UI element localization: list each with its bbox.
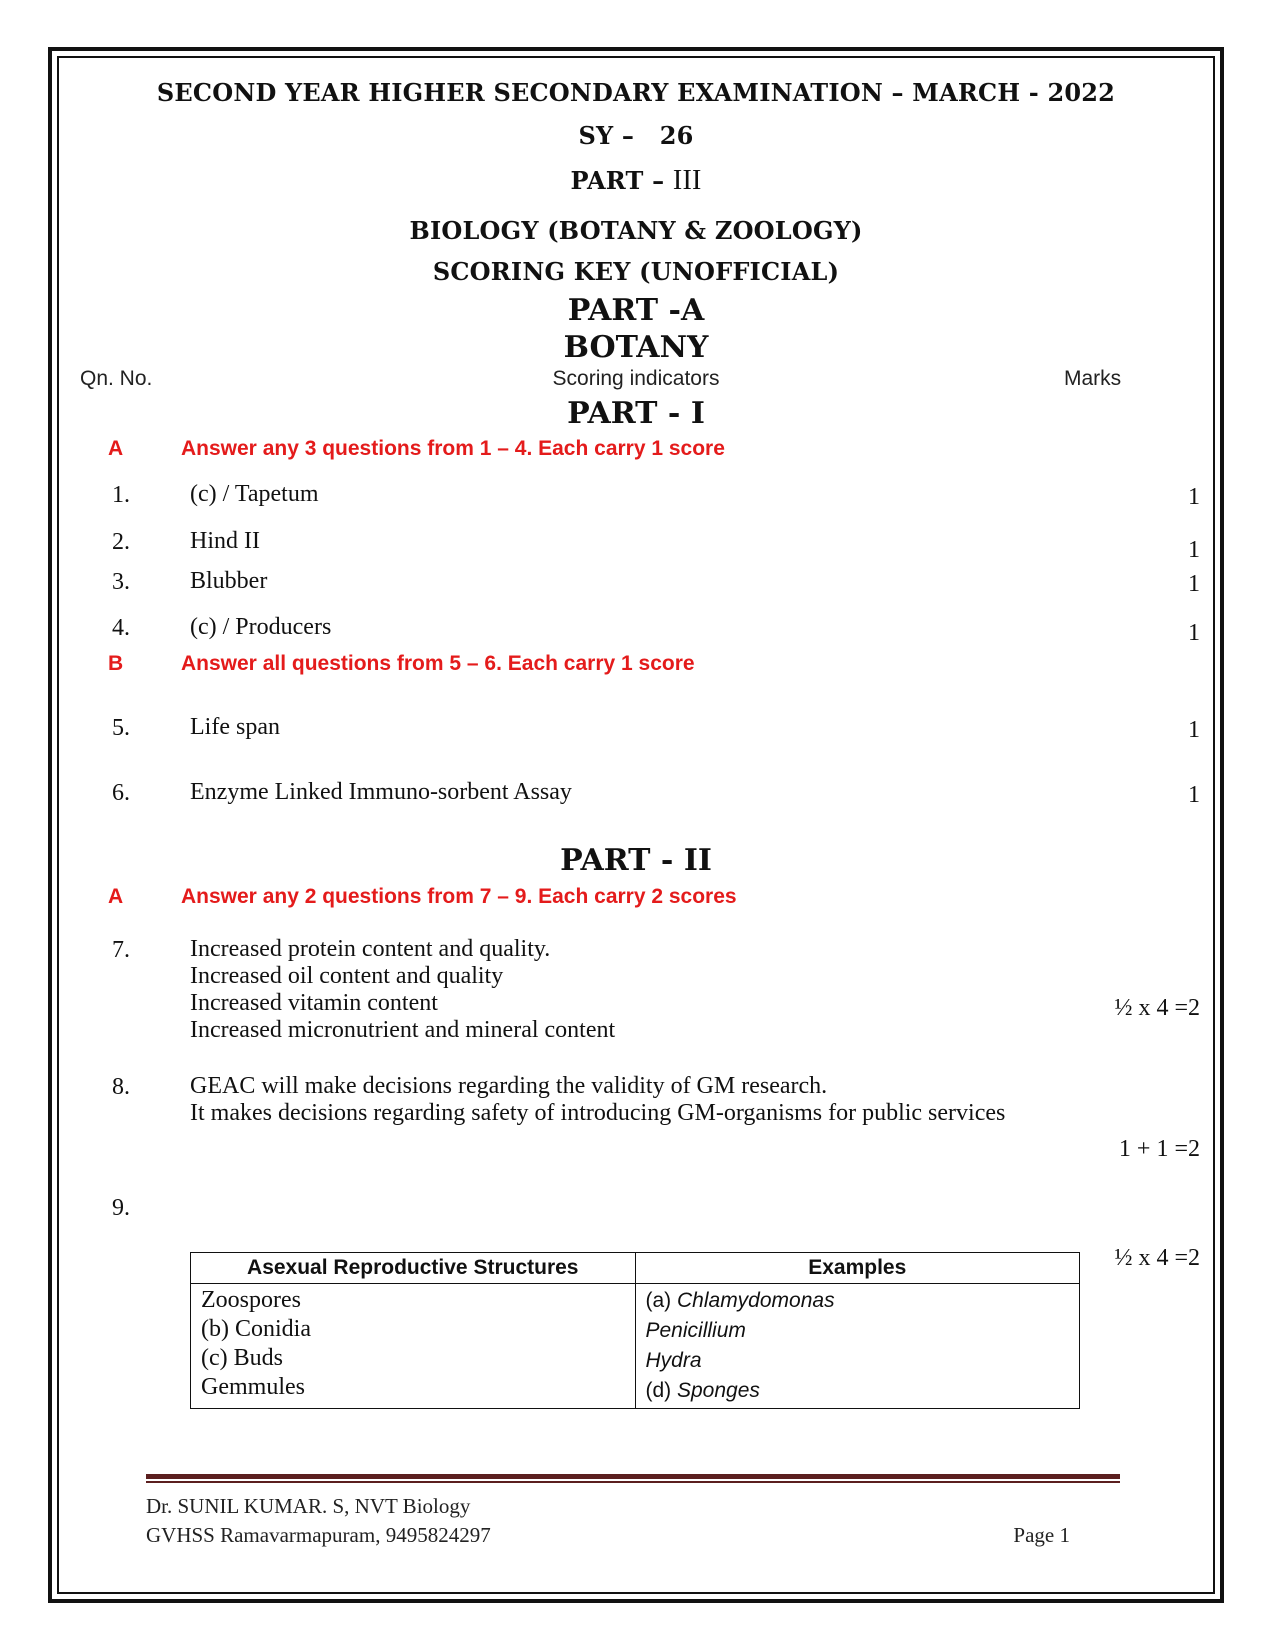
q7-marks: ½ x 4 =2 <box>1114 995 1200 1021</box>
footer-school: GVHSS Ramavarmapuram, 9495824297 <box>146 1523 491 1547</box>
footer-page-number: Page 1 <box>1013 1523 1070 1547</box>
q4-answer: (c) / Producers <box>190 614 332 640</box>
q2-answer: Hind II <box>190 528 260 554</box>
part2-title: PART - II <box>560 843 712 878</box>
q8-answer <box>190 1072 1005 1128</box>
example-name: Penicillium <box>645 1319 746 1342</box>
q3-marks: 1 <box>1188 571 1200 597</box>
q7-answer <box>190 935 615 1045</box>
q1-marks: 1 <box>1188 484 1200 510</box>
q8-line: It makes decisions regarding safety of introducing GM-organisms for public services <box>190 1100 1006 1126</box>
q7-line: Increased oil content and quality <box>190 963 504 989</box>
q1-number: 1. <box>112 482 130 508</box>
q7-number: 7. <box>112 937 130 963</box>
example-item <box>646 1376 1070 1406</box>
q8-line: GEAC will make decisions regarding the validity of GM research. <box>190 1073 828 1099</box>
q8-number: 8. <box>112 1074 130 1100</box>
q6-answer: Enzyme Linked Immuno-sorbent Assay <box>190 779 572 805</box>
table-header-examples: Examples <box>635 1253 1080 1284</box>
column-qn-no: Qn. No. <box>80 367 153 390</box>
part-heading <box>57 165 1215 197</box>
footer-rule-thin <box>146 1481 1120 1483</box>
section-title: PART -A <box>567 293 705 328</box>
q7-line: Increased micronutrient and mineral content <box>190 1017 616 1043</box>
q3-number: 3. <box>112 569 130 595</box>
part-label: PART – <box>570 166 665 195</box>
q4-number: 4. <box>112 615 130 641</box>
example-name: Hydra <box>645 1349 702 1372</box>
footer-rule <box>146 1474 1120 1479</box>
part2-groupA-instruction: Answer any 2 questions from 7 – 9. Each carry 2 scores <box>181 885 737 908</box>
example-name: Chlamydomonas <box>677 1289 835 1312</box>
example-prefix: (a) <box>645 1289 677 1312</box>
part1-title: PART - I <box>567 396 705 431</box>
part1-groupB-letter: B <box>108 652 124 675</box>
q7-line: Increased protein content and quality. <box>190 936 551 962</box>
part2-groupA-letter: A <box>108 885 124 908</box>
part-roman: III <box>672 165 702 196</box>
example-item <box>646 1286 1070 1316</box>
structure-item: (b) Conidia <box>201 1316 311 1342</box>
q2-number: 2. <box>112 529 130 555</box>
example-item <box>646 1316 1070 1346</box>
q8-marks: 1 + 1 =2 <box>1118 1136 1200 1162</box>
exam-title: SECOND YEAR HIGHER SECONDARY EXAMINATION – MARCH - 2022 <box>156 78 1116 107</box>
column-marks: Marks <box>1064 367 1122 390</box>
q3-answer: Blubber <box>190 568 268 594</box>
q4-marks: 1 <box>1188 620 1200 646</box>
q9-number: 9. <box>112 1195 130 1221</box>
example-name: Sponges <box>677 1379 760 1402</box>
paper-code: SY – 26 <box>578 121 694 150</box>
footer-author: Dr. SUNIL KUMAR. S, NVT Biology <box>146 1494 471 1518</box>
example-item <box>646 1346 1070 1376</box>
q6-number: 6. <box>112 780 130 806</box>
structure-item: (c) Buds <box>201 1345 283 1371</box>
q9-marks: ½ x 4 =2 <box>1114 1245 1200 1271</box>
table-header-structures: Asexual Reproductive Structures <box>191 1253 636 1284</box>
structures-cell <box>191 1284 636 1409</box>
q5-number: 5. <box>112 715 130 741</box>
table-row <box>191 1284 1080 1409</box>
scoring-key-title: SCORING KEY (UNOFFICIAL) <box>432 257 840 286</box>
examples-cell <box>635 1284 1080 1409</box>
q5-marks: 1 <box>1188 717 1200 743</box>
structure-item: Gemmules <box>201 1374 305 1400</box>
part1-groupA-letter: A <box>108 437 124 460</box>
part1-groupA-instruction: Answer any 3 questions from 1 – 4. Each carry 1 score <box>181 437 725 460</box>
q7-line: Increased vitamin content <box>190 990 438 1016</box>
column-scoring-indicators: Scoring indicators <box>552 367 720 390</box>
q1-answer: (c) / Tapetum <box>190 481 319 507</box>
subject-title: BIOLOGY (BOTANY & ZOOLOGY) <box>409 216 863 245</box>
table-header-row <box>191 1253 1080 1284</box>
q6-marks: 1 <box>1188 782 1200 808</box>
q2-marks: 1 <box>1188 537 1200 563</box>
part1-groupB-instruction: Answer all questions from 5 – 6. Each carry 1 score <box>181 652 695 675</box>
asexual-structures-table <box>190 1252 1080 1409</box>
structure-item: Zoospores <box>201 1287 301 1313</box>
q5-answer: Life span <box>190 714 280 740</box>
example-prefix: (d) <box>645 1379 677 1402</box>
branch-title: BOTANY <box>563 330 709 365</box>
